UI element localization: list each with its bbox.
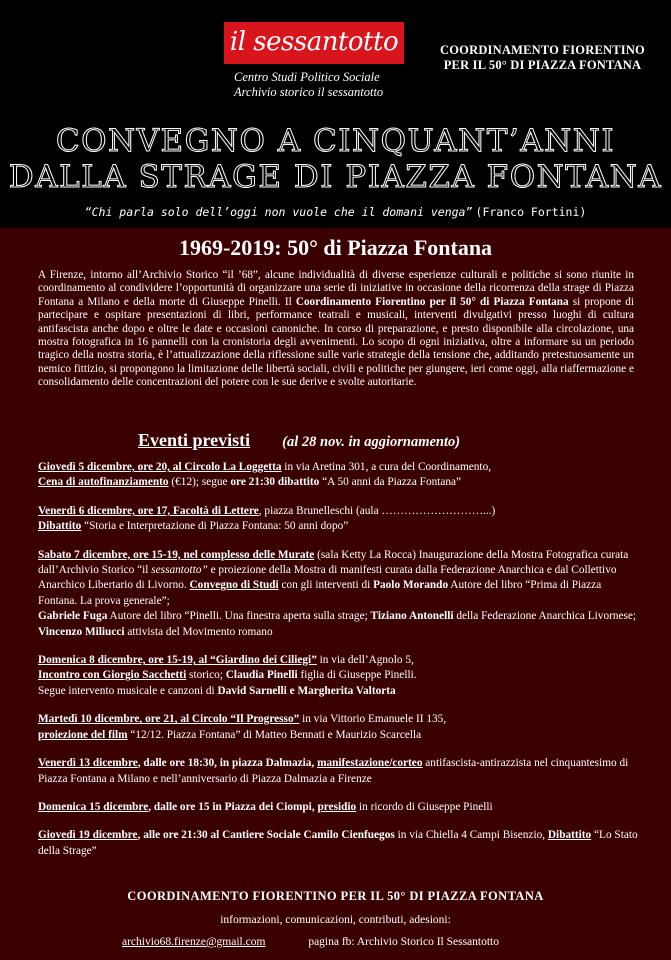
title-line1: CONVEGNO A CINQUANT’ANNI: [55, 123, 616, 159]
event-item: [38, 756, 638, 787]
title-line2: DALLA STRAGE DI PIAZZA FONTANA: [8, 159, 663, 195]
event-highlight: Convegno di Studi: [189, 579, 279, 592]
intro-text-1: A Firenze, intorno all’Archivio Storico “il ’68”, alcune individualità di diverse esperienze culturali e politiche si sono riunite in coordinamento al condividere l’opportunità di organizzare una serie di iniziative in occasione della ricorrenza della strage di Piazza Fontana a Milano e della morte di Giuseppe Pinelli. Il: [38, 269, 634, 308]
event-highlight: Dibattito: [547, 829, 592, 842]
event-text: , dalle ore 18:30, in piazza Dalmazia,: [137, 757, 318, 770]
events-update: (al 28 nov. in aggiornamento): [282, 434, 461, 450]
event-text: Autore del libro “Pinelli. Una finestra aperta sulla strage;: [107, 610, 371, 623]
event-item: [38, 548, 638, 640]
email-link[interactable]: archivio68.firenze@gmail.com: [122, 936, 266, 948]
event-text: “A 50 anni da Piazza Fontana”: [319, 476, 462, 489]
page-title: [0, 123, 671, 195]
footer-info: informazioni, comunicazioni, contributi, adesioni:: [220, 914, 451, 926]
quote-text: “Chi parla solo dell’oggi non vuole che il domani venga”: [84, 205, 473, 219]
event-item: [38, 800, 638, 815]
header: [0, 0, 671, 228]
event-item: [38, 653, 638, 699]
event-item: [38, 504, 638, 535]
event-text: “12/12. Piazza Fontana” di Matteo Bennati e Maurizio Scarcella: [127, 728, 422, 741]
event-text: Segue intervento musicale e canzoni di: [38, 684, 218, 697]
event-text: (sala Ketty La Rocca) Inaugurazione della Mostra Fotografica curata dall’Archivio Storico “il: [38, 548, 629, 577]
event-date: Domenica 8 dicembre, ore 15-19, al “Giardino dei Ciliegi”: [38, 654, 317, 667]
event-text: della Federazione Anarchica Livornese;: [453, 610, 637, 623]
quote-author: (Franco Fortini): [475, 205, 587, 219]
coord-line1: COORDINAMENTO FIORENTINO: [440, 43, 645, 57]
facebook-page: pagina fb: Archivio Storico Il Sessantotto: [308, 936, 499, 948]
intro-text-2: si propone di partecipare e ospitare presentazioni di libri, performance teatrali e musicali, interventi divulgativi presso luoghi di cultura antifascista anche dopo e oltre le date e occasioni canoniche. In corso di preparazione, e presto disponibile alla circolazione, una mostra fotografica in 16 pannelli con la cronistoria degli avvenimenti. Lo scopo di ogni iniziativa, oltre a informare su un periodo tragico della nostra storia, è l’attualizzazione della riflessione sulle varie strategie della tensione che, additando pretestuosamente un nemico fittizio, si propongono la limitazione delle libertà sociali, civili e politiche per giungere, ieri come oggi, alla riaffermazione e consolidamento delle concentrazioni del potere con le sue derive e svolte autoritarie.: [38, 295, 634, 389]
logo: il sessantotto: [224, 22, 404, 64]
section-heading: 1969-2019: 50° di Piazza Fontana: [178, 235, 493, 260]
events-header: [138, 430, 638, 451]
footer-contacts: [122, 936, 642, 948]
event-highlight: manifestazione/corteo: [317, 757, 423, 770]
events-title: Eventi previsti: [138, 430, 251, 450]
event-text: sessantotto”: [151, 564, 208, 577]
event-highlight: Incontro con Giorgio Sacchetti: [38, 669, 187, 682]
event-highlight: proiezione del film: [38, 728, 128, 741]
event-text: e proiezione della Mostra di manifesti curata dalla Federazione Anarchica e dal Collettivo Anarchico Libertario di Livorno.: [38, 564, 617, 592]
quote: [0, 205, 671, 220]
coord-line2: PER IL 50° DI PIAZZA FONTANA: [443, 58, 642, 72]
event-text: in via Vittorio Emanuele II 135,: [299, 713, 447, 726]
logo-sub-line2: Archivio storico il sessantotto: [234, 85, 384, 99]
event-text: , alle ore 21:30 al Cantiere Sociale Camilo Cienfuegos: [137, 829, 395, 842]
event-item: [38, 460, 638, 491]
event-text: in via dell’Agnolo 5,: [316, 654, 414, 667]
event-text: storico;: [186, 669, 226, 682]
event-text: in ricordo di Giuseppe Pinelli: [356, 800, 493, 813]
event-highlight: ore 21:30 dibattito: [230, 476, 320, 489]
event-text: in via Chiella 4 Campi Bisenzio,: [394, 829, 548, 842]
event-item: [38, 712, 638, 743]
event-date: Giovedì 19 dicembre: [38, 829, 138, 842]
event-person: Paolo Morando: [373, 579, 449, 592]
event-date: Martedì 10 dicembre, ore 21, al Circolo “Il Progresso”: [38, 713, 300, 726]
event-text: , piazza Brunelleschi (aula ………………………...): [258, 504, 496, 517]
event-text: in via Aretina 301, a cura del Coordinamento,: [281, 461, 492, 473]
event-text: attivista del Movimento romano: [124, 625, 273, 638]
coordination-title: [430, 43, 655, 73]
event-text: “Lo Stato della Strage”: [38, 829, 638, 857]
event-date: Giovedì 5 dicembre, ore 20, al Circolo La Loggetta: [38, 461, 282, 473]
event-text: antifascista-antirazzista nel cinquantesimo di Piazza Fontana a Milano e nell’anniversario di Piazza Dalmazia a Firenze: [38, 757, 629, 785]
event-date: Domenica 15 dicembre: [38, 800, 149, 813]
event-person: Tiziano Antonelli: [370, 610, 454, 623]
event-text: , dalle ore 15 in Piazza dei Ciompi,: [148, 800, 318, 813]
intro-bold: Coordinamento Fiorentino per il 50° di Piazza Fontana: [295, 295, 569, 308]
event-date: Venerdì 6 dicembre, ore 17, Facoltà di Lettere: [38, 504, 259, 517]
event-person: Gabriele Fuga: [38, 610, 108, 623]
event-item: [38, 828, 638, 859]
logo-subtitle: [234, 70, 383, 100]
event-date: Sabato 7 dicembre, ore 15-19, nel complesso delle Murate: [38, 548, 315, 561]
intro-paragraph: [38, 269, 634, 390]
event-text: (€12); segue: [168, 476, 231, 489]
event-highlight: Dibattito: [38, 520, 82, 533]
event-highlight: presidio: [317, 800, 357, 813]
event-text: Autore del libro “Prima di Piazza Fontana. La prova generale”;: [38, 579, 602, 607]
events-list: [38, 460, 638, 872]
event-date: Venerdì 13 dicembre: [38, 757, 138, 770]
event-text: figlia di Giuseppe Pinelli.: [297, 669, 417, 682]
footer-coordination: COORDINAMENTO FIORENTINO PER IL 50° DI PIAZZA FONTANA: [127, 889, 544, 903]
logo-sub-line1: Centro Studi Politico Sociale: [234, 70, 380, 84]
event-text: con gli interventi di: [278, 579, 374, 592]
event-highlight: Cena di autofinanziamento: [38, 476, 169, 489]
event-person: David Sarnelli e Margherita Valtorta: [217, 684, 396, 697]
main-content: [0, 228, 671, 960]
event-person: Claudia Pinelli: [225, 669, 298, 682]
event-person: Vincenzo Miliucci: [38, 625, 125, 638]
event-text: “Storia e Interpretazione di Piazza Fontana: 50 anni dopo”: [81, 520, 349, 533]
